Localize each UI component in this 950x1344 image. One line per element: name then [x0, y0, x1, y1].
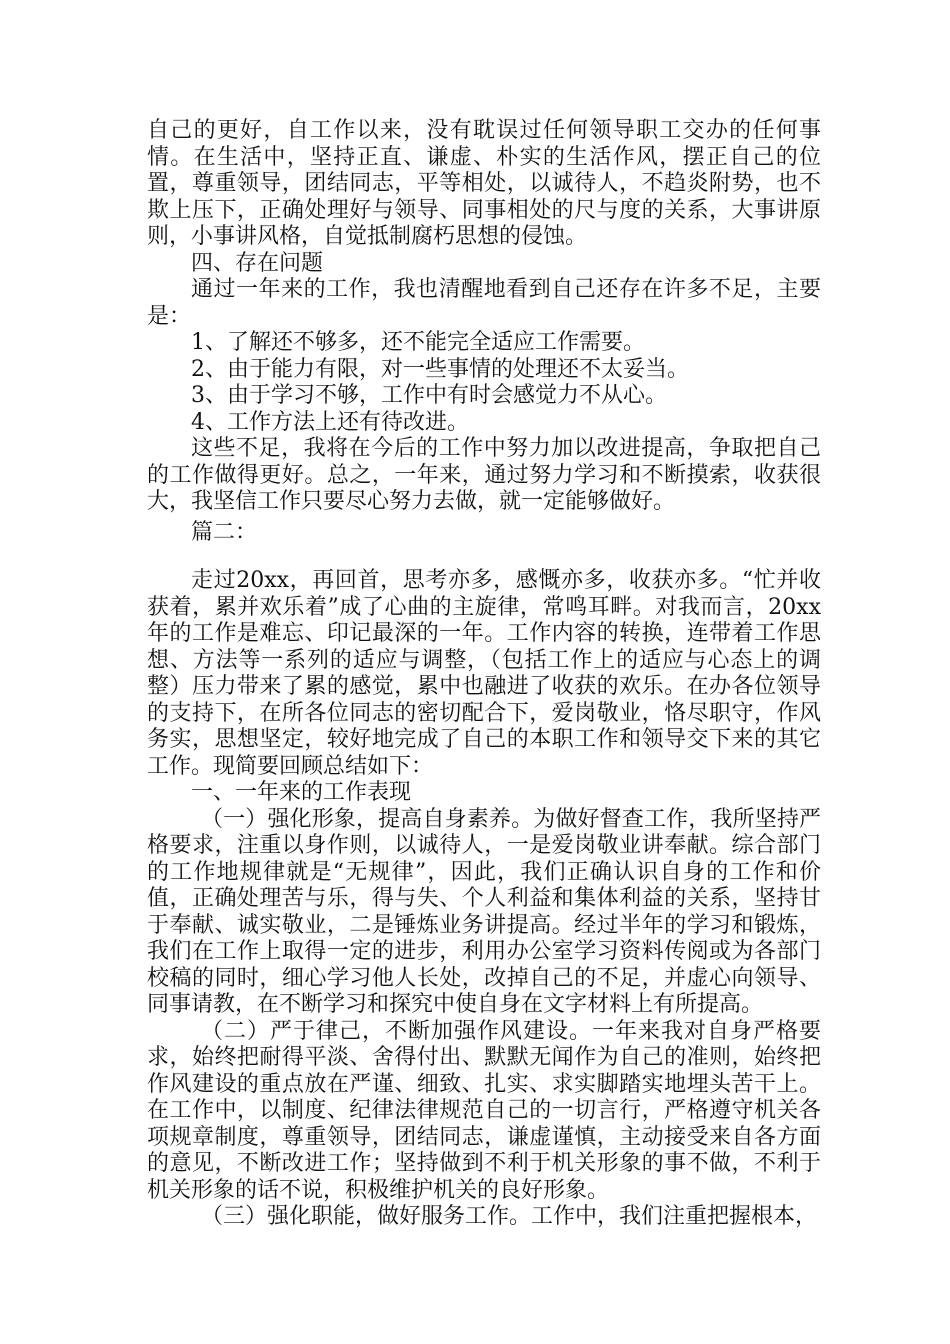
section-heading: 篇二：: [191, 520, 258, 545]
paragraph-intro: 走过20xx，再回首，思考亦多，感慨亦多，收获亦多。“忙并收获着，累并欢乐着”成了心曲的主旋律，常鸣耳畔。对我而言，20xx年的工作是难忘、印记最深的一年。工作内容的转换，连带着工作思想、方法等一系列的适应与调整，（包括工作上的适应与心态上的调整）压力带来了累的感觉，累中也融进了收获的欢乐。在办各位领导的支持下，在所各位同志的密切配合下，爱岗敬业，恪尽职守，作风务实，思想坚定，较好地完成了自己的本职工作和领导交下来的其它工作。现简要回顾总结如下：: [147, 568, 821, 779]
list-item-problem-1: 1、了解还不够多，还不能完全适应工作需要。: [191, 330, 645, 355]
paragraph-item-1: （一）强化形象，提高自身素养。为做好督查工作，我所坚持严格要求，注重以身作则，以诚待人，一是爱岗敬业讲奉献。综合部门的工作地规律就是“无规律”，因此，我们正确认识自身的工作和价值，正确处理苦与乐，得与失、个人利益和集体利益的关系，坚持甘于奉献、诚实敬业，二是锤炼业务讲提高。经过半年的学习和锻炼，我们在工作上取得一定的进步，利用办公室学习资料传阅或为各部门校稿的同时，细心学习他人长处，改掉自己的不足，并虚心向领导、同事请教，在不断学习和探究中使自身在文字材料上有所提高。: [147, 806, 821, 1017]
paragraph-conclusion: 这些不足，我将在今后的工作中努力加以改进提高，争取把自己的工作做得更好。总之，一年来，通过努力学习和不断摸索，收获很大，我坚信工作只要尽心努力去做，就一定能够做好。: [147, 436, 821, 514]
paragraph-item-2: （二）严于律己，不断加强作风建设。一年来我对自身严格要求，始终把耐得平淡、舍得付出、默默无闻作为自己的准则，始终把作风建设的重点放在严谨、细致、扎实、求实脚踏实地埋头苦干上。在工作中，以制度、纪律法律规范自己的一切言行，严格遵守机关各项规章制度，尊重领导，团结同志，谦虚谨慎，主动接受来自各方面的意见，不断改进工作；坚持做到不利于机关形象的事不做，不利于机关形象的话不说，积极维护机关的良好形象。: [147, 1018, 821, 1203]
subheading-performance: 一、一年来的工作表现: [191, 780, 412, 805]
heading-problems: 四、存在问题: [191, 250, 324, 276]
paragraph-item-3: （三）强化职能，做好服务工作。工作中，我们注重把握根本，: [201, 1204, 818, 1229]
list-item-problem-2: 2、由于能力有限，对一些事情的处理还不太妥当。: [191, 356, 689, 382]
list-item-problem-4: 4、工作方法上还有待改进。: [191, 409, 469, 435]
section-two-body: [147, 568, 821, 1231]
previous-section-body: [147, 118, 821, 516]
list-item-problem-3: 3、由于学习不够，工作中有时会感觉力不从心。: [191, 383, 667, 408]
paragraph-problems-intro: 通过一年来的工作，我也清醒地看到自己还存在许多不足，主要是：: [147, 277, 821, 329]
section-two-heading-block: [147, 520, 821, 547]
paragraph-conduct: 自己的更好，自工作以来，没有耽误过任何领导职工交办的任何事情。在生活中，坚持正直、谦虚、朴实的生活作风，摆正自己的位置，尊重领导，团结同志，平等相处，以诚待人，不趋炎附势，也不欺上压下，正确处理好与领导、同事相处的尺与度的关系，大事讲原则，小事讲风格，自觉抵制腐朽思想的侵蚀。: [147, 118, 821, 249]
